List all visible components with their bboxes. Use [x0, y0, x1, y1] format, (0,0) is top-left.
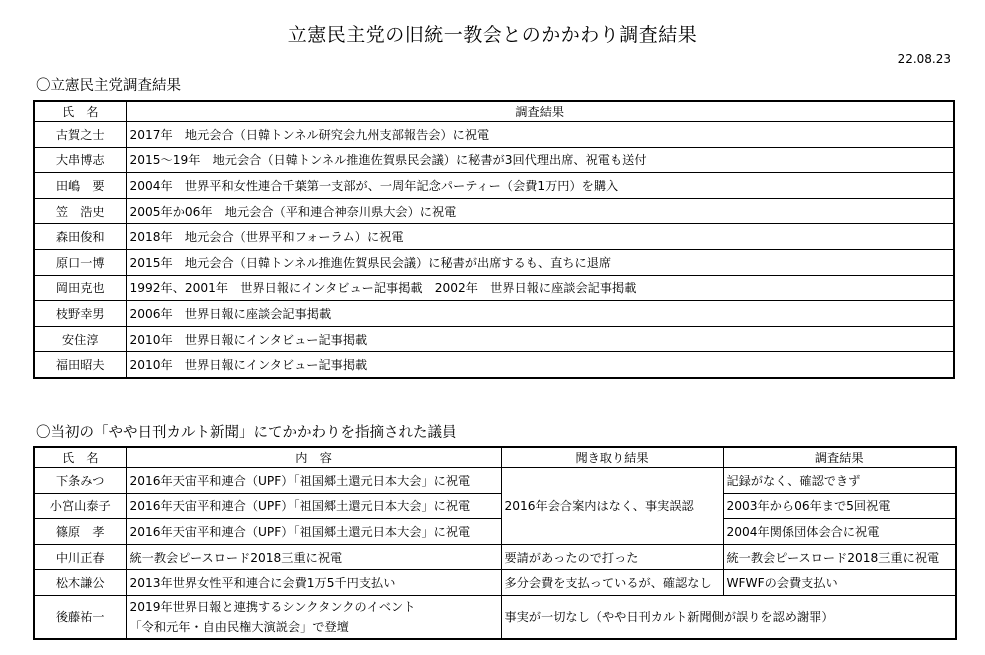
- table-row: [34, 122, 954, 148]
- table-row: [34, 352, 954, 378]
- table-row: [34, 595, 956, 639]
- table-row: [34, 249, 954, 275]
- table-row: [34, 301, 954, 327]
- survey-result: 2006年 世界日報に座談会記事掲載: [126, 301, 954, 327]
- table-row: [34, 570, 956, 596]
- survey-result: 1992年、2001年 世界日報にインタビュー記事掲載 2002年 世界日報に座談会記事掲載: [126, 275, 954, 301]
- content-cell: 2016年天宙平和連合（UPF）「祖国郷土還元日本大会」に祝電: [126, 493, 501, 519]
- survey-result: 2018年 地元会合（世界平和フォーラム）に祝電: [126, 224, 954, 250]
- table-header-row: [34, 447, 956, 468]
- header-name: 氏 名: [34, 447, 126, 468]
- member-name: 中川正春: [34, 544, 126, 570]
- content-cell: 2013年世界女性平和連合に会費1万5千円支払い: [126, 570, 501, 596]
- hearing-cell: 要請があったので打った: [501, 544, 723, 570]
- hearing-cell: 多分会費を支払っているが、確認なし: [501, 570, 723, 596]
- cult-newspaper-table: [33, 446, 957, 640]
- content-line-2: 「令和元年・自由民権大演説会」で登壇: [129, 619, 349, 634]
- header-result: 調査結果: [723, 447, 956, 468]
- survey-result: 2005年か06年 地元会合（平和連合神奈川県大会）に祝電: [126, 198, 954, 224]
- survey-result: 2004年 世界平和女性連合千葉第一支部が、一周年記念パーティー（会費1万円）を購入: [126, 173, 954, 199]
- survey-result: 2015～19年 地元会合（日韓トンネル推進佐賀県民会議）に秘書が3回代理出席、祝電も送付: [126, 147, 954, 173]
- member-name: 枝野幸男: [34, 301, 126, 327]
- merged-hearing-cell: 2016年会合案内はなく、事実誤認: [501, 468, 723, 545]
- header-name: 氏 名: [34, 101, 126, 122]
- table-row: [34, 519, 956, 545]
- header-content: 内 容: [126, 447, 501, 468]
- table-row: [34, 147, 954, 173]
- content-line-1: 2019年世界日報と連携するシンクタンクのイベント: [129, 599, 416, 614]
- survey-result: 2015年 地元会合（日韓トンネル推進佐賀県民会議）に秘書が出席するも、直ちに退席: [126, 249, 954, 275]
- member-name: 小宮山泰子: [34, 493, 126, 519]
- header-result: 調査結果: [126, 101, 954, 122]
- table-row: [34, 275, 954, 301]
- page-title: 立憲民主党の旧統一教会とのかかわり調査結果: [287, 24, 698, 46]
- table-row: [34, 173, 954, 199]
- section2-heading: 〇当初の「やや日刊カルト新聞」にてかかわりを指摘された議員: [36, 425, 457, 441]
- survey-result: 統一教会ピースロード2018三重に祝電: [723, 544, 956, 570]
- member-name: 大串博志: [34, 147, 126, 173]
- member-name: 田嶋 要: [34, 173, 126, 199]
- member-name: 後藤祐一: [34, 595, 126, 639]
- member-name: 下条みつ: [34, 468, 126, 494]
- table-row: [34, 224, 954, 250]
- header-hearing: 聞き取り結果: [501, 447, 723, 468]
- table-header-row: [34, 101, 954, 122]
- table-row: [34, 468, 956, 494]
- report-date: 22.08.23: [897, 52, 951, 66]
- survey-result: 2017年 地元会合（日韓トンネル研究会九州支部報告会）に祝電: [126, 122, 954, 148]
- table-row: [34, 544, 956, 570]
- member-name: 笠 浩史: [34, 198, 126, 224]
- survey-result: 記録がなく、確認できず: [723, 468, 956, 494]
- content-cell: 2016年天宙平和連合（UPF）「祖国郷土還元日本大会」に祝電: [126, 468, 501, 494]
- survey-result: 2004年関係団体会合に祝電: [723, 519, 956, 545]
- member-name: 安住淳: [34, 326, 126, 352]
- table-row: [34, 493, 956, 519]
- merged-hearing-result-cell: 事実が一切なし（やや日刊カルト新聞側が誤りを認め謝罪）: [501, 595, 956, 639]
- section1-heading: 〇立憲民主党調査結果: [36, 78, 181, 94]
- content-cell: [126, 595, 501, 639]
- party-survey-table: [33, 100, 955, 379]
- content-cell: 2016年天宙平和連合（UPF）「祖国郷土還元日本大会」に祝電: [126, 519, 501, 545]
- table-row: [34, 326, 954, 352]
- member-name: 古賀之士: [34, 122, 126, 148]
- survey-result: WFWFの会費支払い: [723, 570, 956, 596]
- content-cell: 統一教会ピースロード2018三重に祝電: [126, 544, 501, 570]
- member-name: 森田俊和: [34, 224, 126, 250]
- survey-result: 2010年 世界日報にインタビュー記事掲載: [126, 352, 954, 378]
- survey-result: 2003年から06年まで5回祝電: [723, 493, 956, 519]
- member-name: 岡田克也: [34, 275, 126, 301]
- survey-result: 2010年 世界日報にインタビュー記事掲載: [126, 326, 954, 352]
- member-name: 福田昭夫: [34, 352, 126, 378]
- member-name: 篠原 孝: [34, 519, 126, 545]
- member-name: 松木謙公: [34, 570, 126, 596]
- member-name: 原口一博: [34, 249, 126, 275]
- table-row: [34, 198, 954, 224]
